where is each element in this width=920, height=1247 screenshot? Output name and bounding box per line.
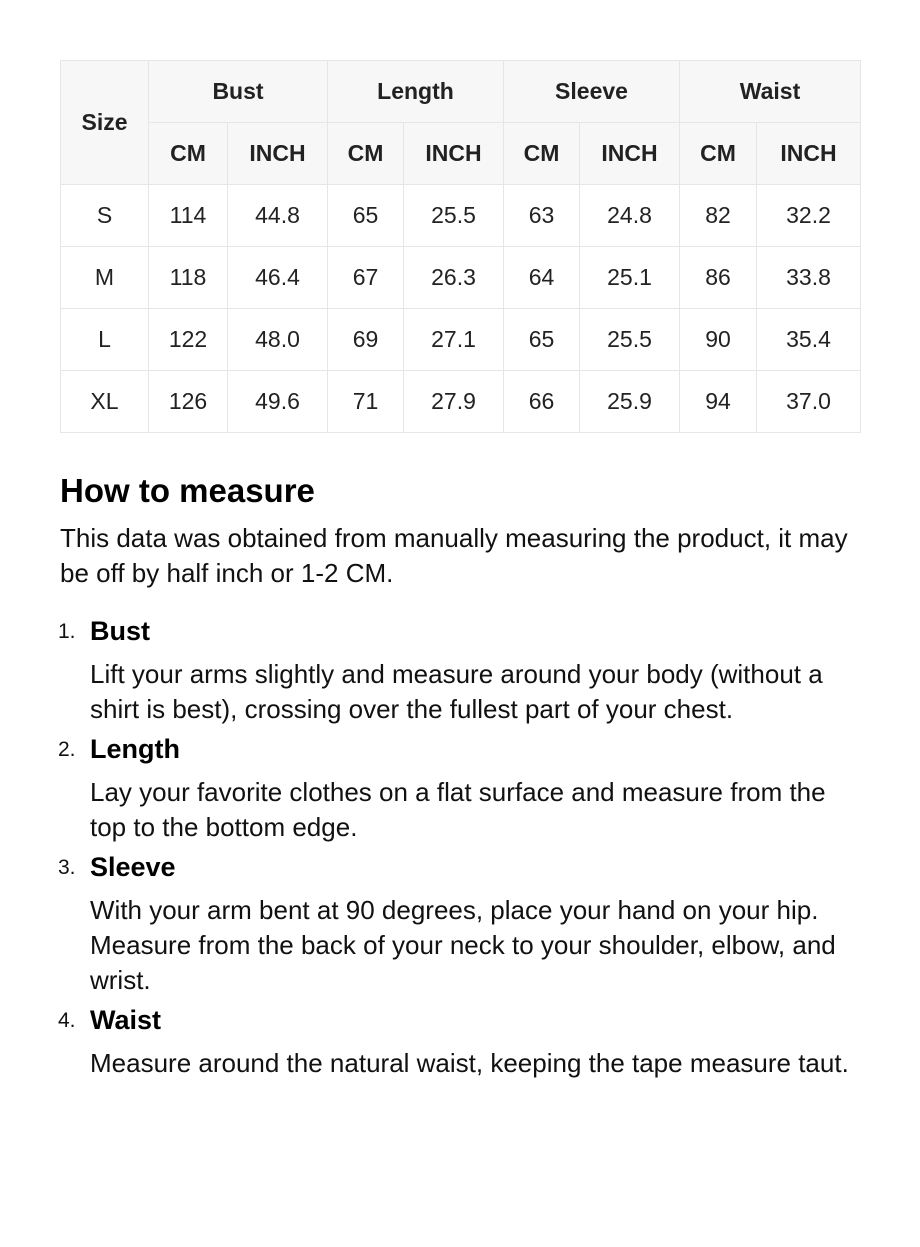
table-cell: 71 <box>328 371 404 433</box>
table-cell: 25.5 <box>404 185 504 247</box>
how-to-measure-heading: How to measure <box>60 472 315 509</box>
step-title: Sleeve <box>90 852 176 882</box>
table-cell: 35.4 <box>757 309 861 371</box>
group-header-sleeve: Sleeve <box>504 61 680 123</box>
list-item <box>60 1002 860 1081</box>
table-cell: 32.2 <box>757 185 861 247</box>
table-cell: 24.8 <box>580 185 680 247</box>
step-description: Lay your favorite clothes on a flat surface and measure from the top to the bottom edge. <box>90 777 826 842</box>
table-row <box>61 371 861 433</box>
size-column-header: Size <box>61 61 149 185</box>
table-cell: 114 <box>149 185 228 247</box>
table-cell: 82 <box>680 185 757 247</box>
table-cell: 65 <box>328 185 404 247</box>
unit-header-cm: CM <box>680 123 757 185</box>
table-cell: 122 <box>149 309 228 371</box>
unit-header-cm: CM <box>504 123 580 185</box>
size-cell: S <box>61 185 149 247</box>
unit-header-inch: INCH <box>580 123 680 185</box>
table-row <box>61 185 861 247</box>
size-cell: L <box>61 309 149 371</box>
table-cell: 26.3 <box>404 247 504 309</box>
table-cell: 25.1 <box>580 247 680 309</box>
step-number: 1. <box>58 620 76 643</box>
table-unit-row <box>61 123 861 185</box>
table-cell: 48.0 <box>228 309 328 371</box>
step-number: 4. <box>58 1009 76 1032</box>
list-item <box>60 849 860 998</box>
group-header-length: Length <box>328 61 504 123</box>
table-cell: 25.9 <box>580 371 680 433</box>
step-title: Bust <box>90 616 150 646</box>
size-cell: XL <box>61 371 149 433</box>
list-item <box>60 613 860 727</box>
table-cell: 44.8 <box>228 185 328 247</box>
table-cell: 86 <box>680 247 757 309</box>
table-row <box>61 309 861 371</box>
list-item <box>60 731 860 845</box>
table-cell: 64 <box>504 247 580 309</box>
unit-header-cm: CM <box>328 123 404 185</box>
table-cell: 118 <box>149 247 228 309</box>
table-cell: 49.6 <box>228 371 328 433</box>
measure-steps-list <box>60 613 860 1081</box>
unit-header-inch: INCH <box>228 123 328 185</box>
step-description: Measure around the natural waist, keeping the tape measure taut. <box>90 1048 849 1078</box>
table-cell: 69 <box>328 309 404 371</box>
unit-header-inch: INCH <box>404 123 504 185</box>
table-cell: 25.5 <box>580 309 680 371</box>
table-cell: 27.9 <box>404 371 504 433</box>
table-cell: 63 <box>504 185 580 247</box>
table-cell: 67 <box>328 247 404 309</box>
unit-header-inch: INCH <box>757 123 861 185</box>
step-description: Lift your arms slightly and measure around your body (without a shirt is best), crossing over the fullest part of your chest. <box>90 659 823 724</box>
step-title: Length <box>90 734 180 764</box>
size-chart-table <box>60 60 861 433</box>
table-cell: 65 <box>504 309 580 371</box>
table-cell: 37.0 <box>757 371 861 433</box>
step-number: 2. <box>58 738 76 761</box>
table-cell: 33.8 <box>757 247 861 309</box>
group-header-bust: Bust <box>149 61 328 123</box>
size-guide <box>60 60 860 1085</box>
table-cell: 27.1 <box>404 309 504 371</box>
step-title: Waist <box>90 1005 162 1035</box>
table-cell: 90 <box>680 309 757 371</box>
table-cell: 94 <box>680 371 757 433</box>
unit-header-cm: CM <box>149 123 228 185</box>
intro-paragraph: This data was obtained from manually measuring the product, it may be off by half inch or 1-2 CM. <box>60 523 848 588</box>
step-description: With your arm bent at 90 degrees, place your hand on your hip. Measure from the back of your neck to your shoulder, elbow, and wrist. <box>90 895 836 995</box>
table-header-row <box>61 61 861 123</box>
table-cell: 126 <box>149 371 228 433</box>
group-header-waist: Waist <box>680 61 861 123</box>
table-row <box>61 247 861 309</box>
step-number: 3. <box>58 856 76 879</box>
size-cell: M <box>61 247 149 309</box>
table-cell: 46.4 <box>228 247 328 309</box>
table-cell: 66 <box>504 371 580 433</box>
